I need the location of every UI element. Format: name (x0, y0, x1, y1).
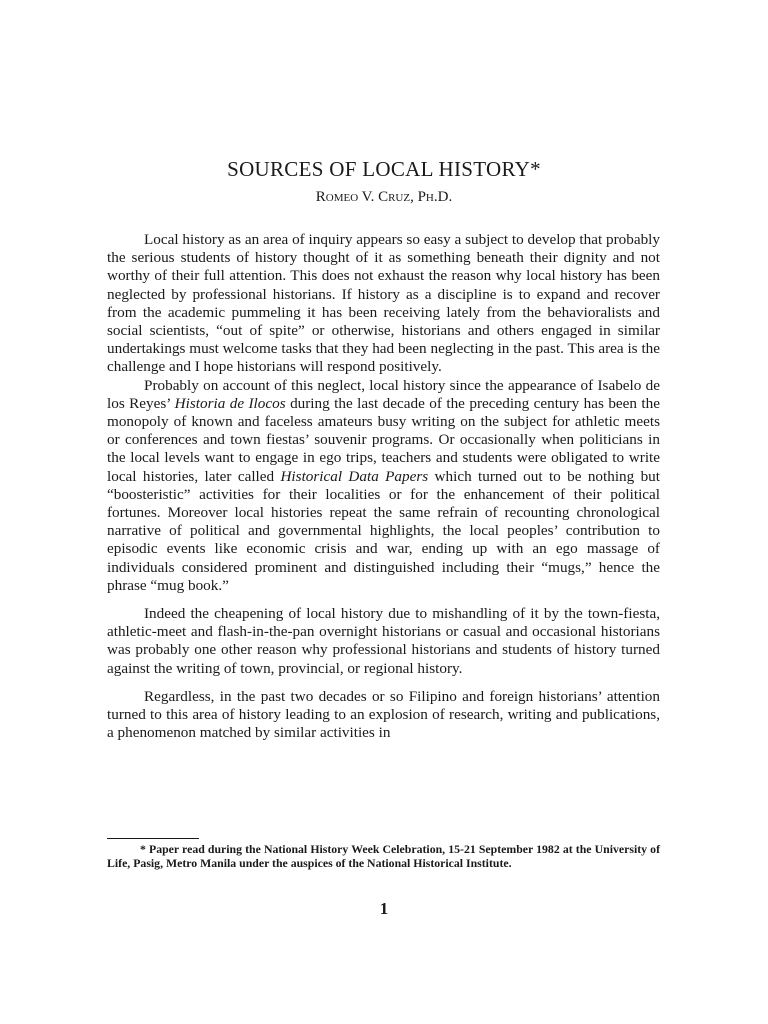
footnote-text: * Paper read during the National History Week Celebration, 15-21 September 1982 at the University of Life, Pasig, Metro Manila under the auspices of the National Historical Institute. (107, 842, 660, 870)
page-number: 1 (379, 899, 389, 918)
paragraph-3: Indeed the cheapening of local history due to mishandling of it by the town-fiesta, athletic-meet and flash-in-the-pan overnight historians or casual and occasional historians was probably one other reason why professional historians and students of history turned against the writing of town, provincial, or regional history. (107, 605, 660, 677)
paragraph-2-text-e: which turned out to be nothing but “boosteristic” activities for their localities or for the enhancement of their political fortunes. Moreover local histories repeat the same refrain of recounting chronological narrative of political and governmental highlights, the local peoples’ contribution to episodic events like economic crisis and war, ending up with an ego massage of individuals considered prominent and distinguished including their “mugs,” hence the phrase “mug book.” (107, 467, 660, 594)
italic-title-historia-de-ilocos: Historia de Ilocos (174, 394, 286, 412)
paragraph-2-text-a: Probably on account of this neglect, local history since the appearance of Isabelo de los Reyes’ (107, 376, 660, 412)
paragraph-2 (107, 377, 660, 595)
footnote (107, 843, 660, 870)
article-body (107, 231, 660, 742)
paragraph-4: Regardless, in the past two decades or so Filipino and foreign historians’ attention turned to this area of history leading to an explosion of research, writing and publications, a phenomenon matched by similar activities in (107, 687, 660, 742)
paragraph-2-text-c: during the last decade of the preceding century has been the monopoly of known and faceless amateurs busy writing on the subject for athletic meets or conferences and town fiestas’ souvenir programs. Or occasionally when politicians in the local levels want to engage in ego trips, teachers and students were obligated to write local histories, later called (107, 394, 660, 485)
article-title: SOURCES OF LOCAL HISTORY* (227, 157, 541, 181)
article-author: Romeo V. Cruz, Ph.D. (315, 189, 453, 205)
italic-title-historical-data-papers: Historical Data Papers (280, 467, 429, 485)
paragraph-1: Local history as an area of inquiry appears so easy a subject to develop that probably the serious students of history thought of it as something beneath their dignity and not worthy of their full attention. This does not exhaust the reason why local history has been neglected by professional historians. If history as a discipline is to expand and recover from the academic pummeling it has been receiving lately from the behavioralists and social scientists, “out of spite” or otherwise, historians and others engaged in similar undertakings must welcome tasks that they had been neglecting in the past. This area is the challenge and I hope historians will respond positively. (107, 231, 660, 376)
footnote-divider (107, 838, 199, 839)
